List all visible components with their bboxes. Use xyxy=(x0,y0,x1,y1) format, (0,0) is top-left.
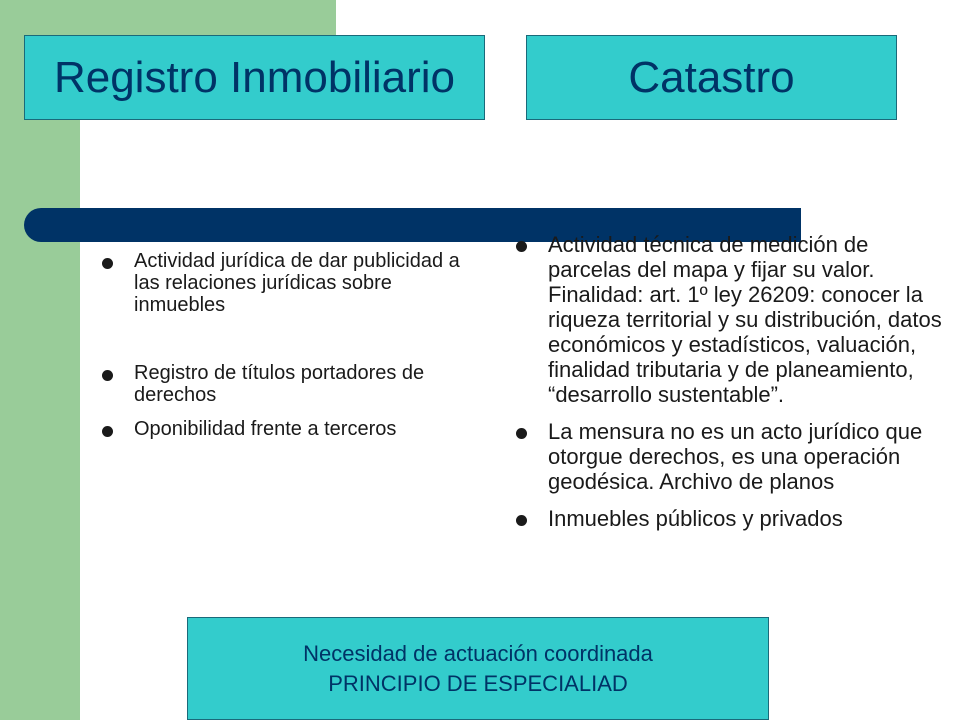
bullet-dot-icon xyxy=(102,258,113,269)
bullet-text: Actividad jurídica de dar publicidad a las relaciones jurídicas sobre inmuebles xyxy=(134,250,460,316)
bullet-dot-icon xyxy=(102,370,113,381)
list-item xyxy=(102,362,462,406)
bullet-text: Actividad técnica de medición de parcelas del mapa y fijar su valor. Finalidad: art. 1º ley 26209: conocer la riqueza territorial y su distribución, datos económicos y estadísticos, valuación, finalidad tributaria y de planeamiento, “desarrollo sustentable”. xyxy=(548,232,942,407)
title-left-text: Registro Inmobiliario xyxy=(53,52,456,102)
left-bullet-list xyxy=(102,250,462,440)
bullet-dot-icon xyxy=(516,241,527,252)
bullet-dot-icon xyxy=(516,515,527,526)
bottom-note-box xyxy=(187,617,769,720)
list-item xyxy=(516,506,956,531)
decorative-green-top xyxy=(80,0,336,35)
list-item xyxy=(516,232,956,407)
title-registro-inmobiliario xyxy=(24,35,485,120)
list-item xyxy=(516,419,956,494)
bullet-text: Oponibilidad frente a terceros xyxy=(134,418,397,440)
bullet-dot-icon xyxy=(102,426,113,437)
bullet-text: Registro de títulos portadores de derechos xyxy=(134,362,425,406)
bullet-text: Inmuebles públicos y privados xyxy=(548,506,843,531)
right-bullet-list xyxy=(516,232,956,531)
bottom-note-line2: PRINCIPIO DE ESPECIALIAD xyxy=(328,670,628,696)
list-item xyxy=(102,250,462,316)
bullet-text: La mensura no es un acto jurídico que otorgue derechos, es una operación geodésica. Archivo de planos xyxy=(548,419,923,494)
title-right-text: Catastro xyxy=(628,52,795,102)
bullet-dot-icon xyxy=(516,428,527,439)
bottom-note-line1: Necesidad de actuación coordinada xyxy=(303,640,653,666)
list-item xyxy=(102,418,462,440)
title-catastro xyxy=(526,35,897,120)
